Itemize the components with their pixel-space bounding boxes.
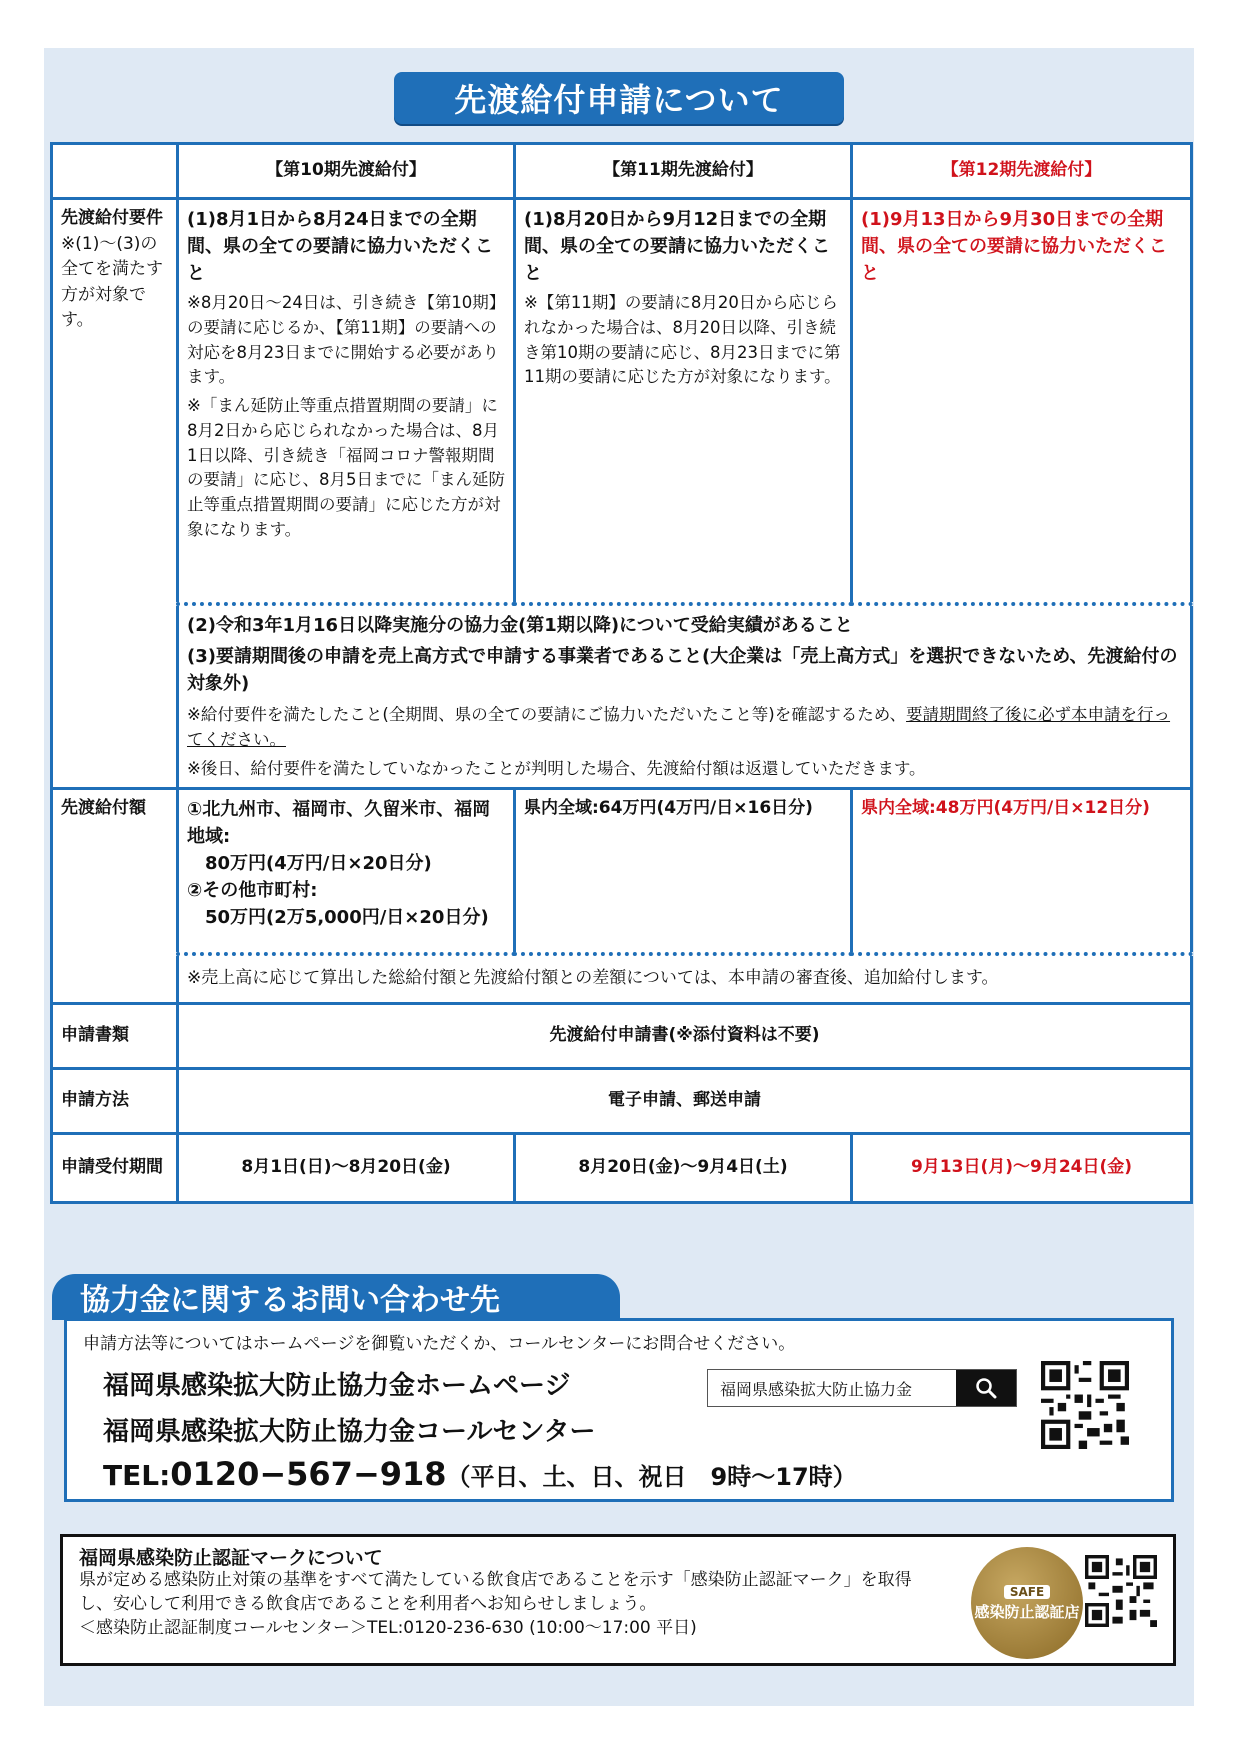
requirements-common-cell <box>178 604 1192 789</box>
amount-note: ※売上高に応じて算出した総給付額と先渡給付額との差額については、本申請の審査後、追加給付します。 <box>178 954 1192 1003</box>
amount-10-line-3: ②その他市町村: <box>187 880 318 902</box>
method-value: 電子申請、郵送申請 <box>178 1068 1192 1133</box>
period-10: 8月1日(日)〜8月20日(金) <box>178 1133 515 1202</box>
requirements-period-10 <box>178 199 515 605</box>
certification-title: 福岡県感染防止認証マークについて <box>79 1547 383 1569</box>
req-11-note: ※【第11期】の要請に8月20日から応じられなかった場合は、8月20日以降、引き続き第10期の要請に応じ、8月23日までに第11期の要請に応じた方が対象になります。 <box>524 293 841 387</box>
header-period-11: 【第11期先渡給付】 <box>515 144 852 199</box>
documents-label: 申請書類 <box>52 1003 178 1068</box>
tel-number[interactable]: 0120−567−918 <box>170 1455 447 1493</box>
requirements-row <box>52 199 1192 605</box>
header-period-10: 【第10期先渡給付】 <box>178 144 515 199</box>
period-row <box>52 1133 1192 1202</box>
req-10-note-1: ※8月20日〜24日は、引き続き【第10期】の要請に応じるか、【第11期】の要請への対応を8月23日までに開始する必要があります。 <box>187 293 499 387</box>
certification-badge <box>971 1547 1083 1659</box>
tel-hours: （平日、土、日、祝日 9時〜17時） <box>446 1463 857 1491</box>
amount-label: 先渡給付額 <box>52 789 178 1004</box>
badge-safe: SAFE <box>1004 1585 1050 1599</box>
table-header-row <box>52 144 1192 199</box>
req-12-main: (1)9月13日から9月30日までの全期間、県の全ての要請に協力いただくこと <box>861 209 1167 284</box>
method-label: 申請方法 <box>52 1068 178 1133</box>
requirements-sublabel: ※(1)〜(3)の全てを満たす方が対象です。 <box>61 233 163 330</box>
certification-text <box>79 1569 939 1640</box>
documents-row <box>52 1003 1192 1068</box>
contact-callcenter: 福岡県感染拡大防止協力金コールセンター <box>103 1417 596 1447</box>
req-2: (2)令和3年1月16日以降実施分の協力金(第1期以降)について受給実績があること <box>187 615 853 636</box>
header-period-12: 【第12期先渡給付】 <box>852 144 1192 199</box>
page-title: 先渡給付申請について <box>394 72 844 124</box>
requirements-common-row <box>52 604 1192 789</box>
advance-payment-table <box>50 142 1193 1204</box>
header-empty-cell <box>52 144 178 199</box>
contact-tel <box>103 1455 857 1493</box>
req-3: (3)要請期間後の申請を売上高方式で申請する事業者であること(大企業は「売上高方式」を選択できないため、先渡給付の対象外) <box>187 646 1178 694</box>
homepage-search-box[interactable] <box>707 1369 1017 1407</box>
requirements-label: 先渡給付要件 <box>61 208 163 228</box>
requirements-period-11 <box>515 199 852 605</box>
certification-description: 県が定める感染防止対策の基準をすべて満たしている飲食店であることを示す「感染防止認証マーク」を取得し、安心して利用できる飲食店であることを利用者へお知らせしましょう。 <box>79 1570 912 1614</box>
search-input[interactable]: 福岡県感染拡大防止協力金 <box>720 1379 913 1399</box>
req-10-note-2: ※「まん延防止等重点措置期間の要請」に8月2日から応じられなかった場合は、8月1日以降、引き続き「福岡コロナ警報期間の要請」に応じ、8月5日までに「まん延防止等重点措置期間の要請」に応じた方が対象になります。 <box>187 396 505 539</box>
homepage-qr-code-icon[interactable] <box>1041 1361 1129 1449</box>
amount-period-12: 県内全域:48万円(4万円/日×12日分) <box>852 789 1192 955</box>
amount-row <box>52 789 1192 955</box>
req-10-main: (1)8月1日から8月24日までの全期間、県の全ての要請に協力いただくこと <box>187 209 493 284</box>
req-note-a-underline: 要請期間終了後に必ず本申請を行ってください。 <box>187 705 1171 749</box>
certification-box <box>60 1534 1176 1666</box>
period-11: 8月20日(金)〜9月4日(土) <box>515 1133 852 1202</box>
certification-contact: ＜感染防止認証制度コールセンター＞TEL:0120-236-630 (10:00〜17:00 平日) <box>79 1617 697 1638</box>
amount-note-row <box>52 954 1192 1003</box>
contact-box <box>64 1318 1174 1502</box>
contact-intro: 申請方法等についてはホームページを御覧いただくか、コールセンターにお問合せください。 <box>83 1334 796 1354</box>
req-note-a-text: ※給付要件を満たしたこと(全期間、県の全ての要請にご協力いただいたこと等)を確認するため、 <box>187 705 907 724</box>
period-12: 9月13日(月)〜9月24日(金) <box>852 1133 1192 1202</box>
contact-heading: 協力金に関するお問い合わせ先 <box>52 1274 620 1320</box>
requirements-label-cell <box>52 199 178 789</box>
req-note-a <box>187 703 1182 753</box>
amount-10-line-1: ①北九州市、福岡市、久留米市、福岡地域: <box>187 799 491 848</box>
amount-period-10 <box>178 789 515 955</box>
badge-label: 感染防止認証店 <box>974 1603 1080 1621</box>
requirements-period-12 <box>852 199 1192 605</box>
method-row <box>52 1068 1192 1133</box>
documents-value: 先渡給付申請書(※添付資料は不要) <box>178 1003 1192 1068</box>
tel-label: TEL: <box>103 1459 171 1492</box>
search-button[interactable] <box>956 1370 1016 1406</box>
period-label: 申請受付期間 <box>52 1133 178 1202</box>
amount-10-line-2: 80万円(4万円/日×20日分) <box>205 853 432 875</box>
certification-qr-code-icon[interactable] <box>1085 1555 1157 1627</box>
amount-10-line-4: 50万円(2万5,000円/日×20日分) <box>205 907 489 929</box>
req-note-b: ※後日、給付要件を満たしていなかったことが判明した場合、先渡給付額は返還していただきます。 <box>187 758 926 778</box>
search-icon <box>975 1377 997 1399</box>
req-11-main: (1)8月20日から9月12日までの全期間、県の全ての要請に協力いただくこと <box>524 209 830 284</box>
amount-period-11: 県内全域:64万円(4万円/日×16日分) <box>515 789 852 955</box>
contact-homepage: 福岡県感染拡大防止協力金ホームページ <box>103 1371 571 1401</box>
